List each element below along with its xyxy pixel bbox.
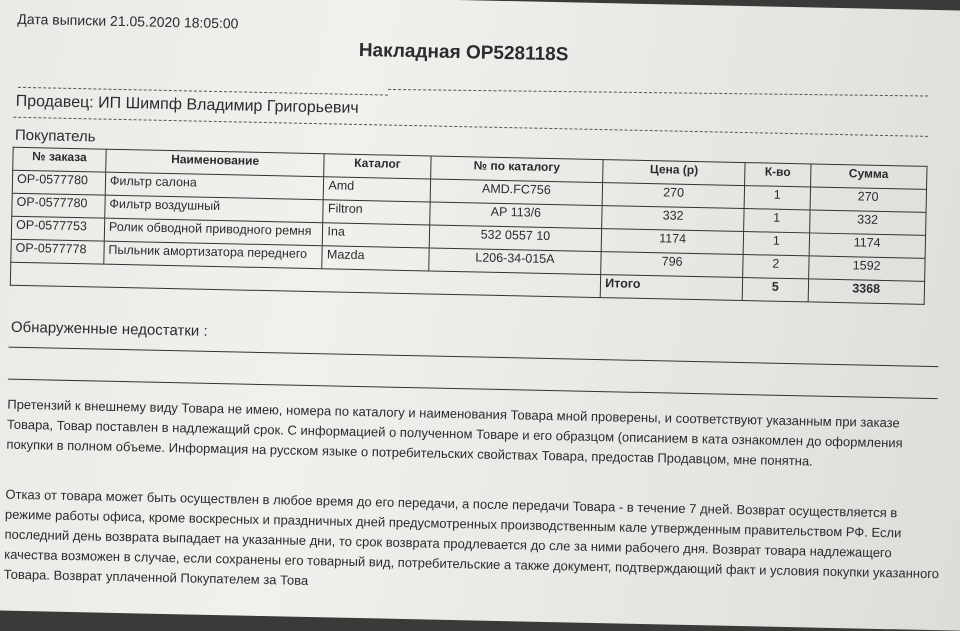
price-cell: 1174 [601, 229, 743, 255]
total-qty: 5 [742, 278, 808, 302]
sum-cell: 1174 [809, 233, 926, 258]
part-cell: AP 113/6 [429, 202, 602, 229]
part-cell: 532 0557 10 [429, 225, 602, 252]
col-order: № заказа [13, 147, 106, 172]
order-cell: ОР-0577778 [11, 239, 104, 264]
col-name: Наименование [106, 149, 325, 177]
total-sum: 3368 [808, 279, 925, 304]
sum-cell: 270 [810, 187, 927, 212]
name-cell: Пыльник амортизатора переднего [104, 241, 323, 269]
sum-cell: 332 [809, 210, 926, 235]
col-catalog: Каталог [324, 154, 431, 179]
qty-cell: 1 [744, 209, 810, 233]
qty-cell: 1 [744, 186, 810, 210]
buyer-line: Покупатель [14, 126, 96, 146]
col-sum: Сумма [810, 164, 927, 189]
part-cell: L206-34-015A [428, 248, 601, 275]
dotted-divider [388, 89, 928, 97]
price-cell: 270 [602, 183, 744, 209]
name-cell: Ролик обводной приводного ремня [104, 218, 323, 246]
invoice-title: Накладная ОР528118S [358, 39, 569, 66]
qty-cell: 2 [743, 255, 809, 279]
catalog-cell: Ina [323, 223, 430, 248]
price-cell: 796 [601, 252, 743, 278]
sum-cell: 1592 [808, 256, 925, 281]
defects-line [8, 379, 938, 399]
catalog-cell: Amd [324, 177, 431, 202]
order-cell: ОР-0577753 [11, 216, 104, 241]
catalog-cell: Mazda [322, 246, 429, 271]
defects-label: Обнаруженные недостатки : [10, 318, 208, 340]
col-qty: К-во [745, 163, 811, 187]
catalog-cell: Filtron [323, 200, 430, 225]
issue-date: Дата выписки 21.05.2020 18:05:00 [17, 10, 239, 32]
defects-line [9, 347, 939, 367]
col-price: Цена (р) [603, 160, 745, 186]
col-part-number: № по каталогу [430, 156, 603, 183]
invoice-table [10, 147, 928, 305]
part-cell: AMD.FC756 [430, 179, 603, 206]
dotted-divider [13, 117, 928, 137]
name-cell: Фильтр воздушный [105, 195, 324, 223]
acceptance-paragraph: Претензий к внешнему виду Товара не имею, номера по каталогу и наименования Товара мной проверены, и соответствуют указанным при заказе Товара, Товар поставлен в надлежащий срок. С информацией о полученном Товаре и его образцом (описанием в ката ознакомлен до оформления покупки в полном объеме. Информация на русском языке о потребительских свойствах Товара, предостав Продавцом, мне понятна. [6, 396, 903, 469]
price-cell: 332 [602, 206, 744, 232]
return-policy-paragraph: Отказ от товара может быть осуществлен в любое время до его передачи, а после передачи Товара - в течение 7 дней. Возврат осуществляется в режиме работы офиса, кроме воскресных и праздничных дней предусмотренных производственным кале утвержденным правительством РФ. Если последний день возврата выпадает на указанные дни, то срок возврата продлевается до сле за ними рабочего дня. Возврат товара надлежащего качества возможен в случае, если сохранены его товарный вид, потребительские а также документ, подтверждающий факт и условия покупки указанного Товара. Возврат уплаченной Покупателем за Това [3, 486, 940, 589]
order-cell: ОР-0577780 [12, 193, 105, 218]
qty-cell: 1 [743, 232, 809, 256]
name-cell: Фильтр салона [105, 172, 324, 200]
order-cell: ОР-0577780 [12, 170, 105, 195]
seller-line: Продавец: ИП Шимпф Владимир Григорьевич [15, 92, 359, 117]
total-label: Итого [600, 275, 742, 301]
